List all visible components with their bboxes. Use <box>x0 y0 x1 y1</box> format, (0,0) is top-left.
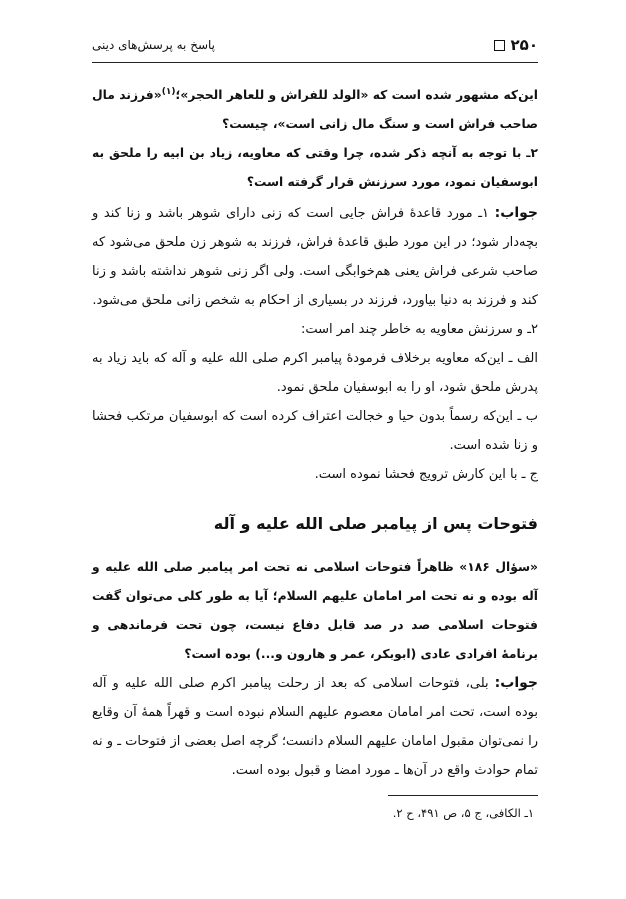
footnote-divider <box>388 795 538 796</box>
answer-186-label: جواب: <box>494 675 538 692</box>
question-186: «سؤال ۱۸۶» ظاهراً فتوحات اسلامی نه تحت امر پیامبر صلی الله علیه و آله بوده و نه تحت امر امامان علیهم السلام؛ آیا به طور کلی می‌توان گفت فتوحات اسلامی صد در صد قابل دفاع نیست، چون تحت فرماندهی و برنامهٔ افرادی عادی (ابوبکر، عمر و هارون و...) بوده است؟ <box>92 560 538 662</box>
answer-1-paragraph <box>92 199 538 315</box>
answer-1-item-jim: ج ـ با این کارش ترویج فحشا نموده است. <box>314 467 538 483</box>
footnote: ۱ـ الکافی، ج ۵، ص ۴۹۱، ح ۲. <box>392 806 534 820</box>
footnote-ref: (۱) <box>161 87 176 97</box>
answer-1-text: ۱ـ مورد قاعدهٔ فراش جایی است که زنی دارای شوهر باشد و زنا کند و بچه‌دار شود؛ در این مورد طبق قاعدهٔ فراش، فرزند به شوهر زن ملحق می‌شود که صاحب شرعی فراش یعنی هم‌خوابگی است. ولی اگر زنی شوهر نداشته باشد و زنا کند و فرزند به دنیا بیاورد، فرزند در بسیاری از احکام به شخص زانی ملحق می‌شود. <box>92 206 538 309</box>
answer-label: جواب: <box>494 205 538 222</box>
running-title: پاسخ به پرسش‌های دینی <box>92 38 216 52</box>
answer-186-paragraph <box>92 669 538 785</box>
page-number-group <box>494 36 538 54</box>
section-heading: فتوحات پس از پیامبر صلی الله علیه و آله <box>213 514 538 534</box>
answer-1-point-2: ۲ـ و سرزنش معاویه به خاطر چند امر است: <box>300 322 538 338</box>
question-1-start: این‌که مشهور شده است که «الولد للفراش و للعاهر الحجر»؛ <box>175 88 538 103</box>
page-content <box>92 78 538 785</box>
answer-1-item-be: ب ـ این‌که رسماً بدون حیا و خجالت اعتراف کرده است که ابوسفیان مرتکب فحشا و زنا شده است. <box>92 409 538 454</box>
answer-186-text: بلی، فتوحات اسلامی که بعد از رحلت پیامبر اکرم صلی الله علیه و آله بوده است، تحت امر امامان معصوم علیهم السلام نبوده است و قهراً همهٔ آن وقایع را نمی‌توان مقبول امامان علیهم السلام دانست؛ گرچه اصل بعضی از فتوحات ـ و نه تمام حوادث واقع در آن‌ها ـ مورد امضا و قبول بوده است. <box>92 676 538 779</box>
page-number: ۲۵۰ <box>510 36 538 54</box>
page-header <box>92 34 538 58</box>
square-bullet-icon <box>494 40 505 51</box>
answer-1-item-alef: الف ـ این‌که معاویه برخلاف فرمودهٔ پیامبر اکرم صلی الله علیه و آله که باید زیاد به پدرش ملحق شود، او را به ابوسفیان ملحق نمود. <box>92 351 538 396</box>
question-1-rest: «فرزند مال صاحب فراش است و سنگ مال زانی است»، چیست؟ <box>92 88 538 132</box>
question-2: ۲ـ با توجه به آنچه ذکر شده، چرا وقتی که معاویه، زیاد بن ابیه را ملحق به ابوسفیان نمود، مورد سرزنش قرار گرفته است؟ <box>92 146 538 190</box>
question-1 <box>92 78 538 139</box>
header-divider <box>92 62 538 63</box>
